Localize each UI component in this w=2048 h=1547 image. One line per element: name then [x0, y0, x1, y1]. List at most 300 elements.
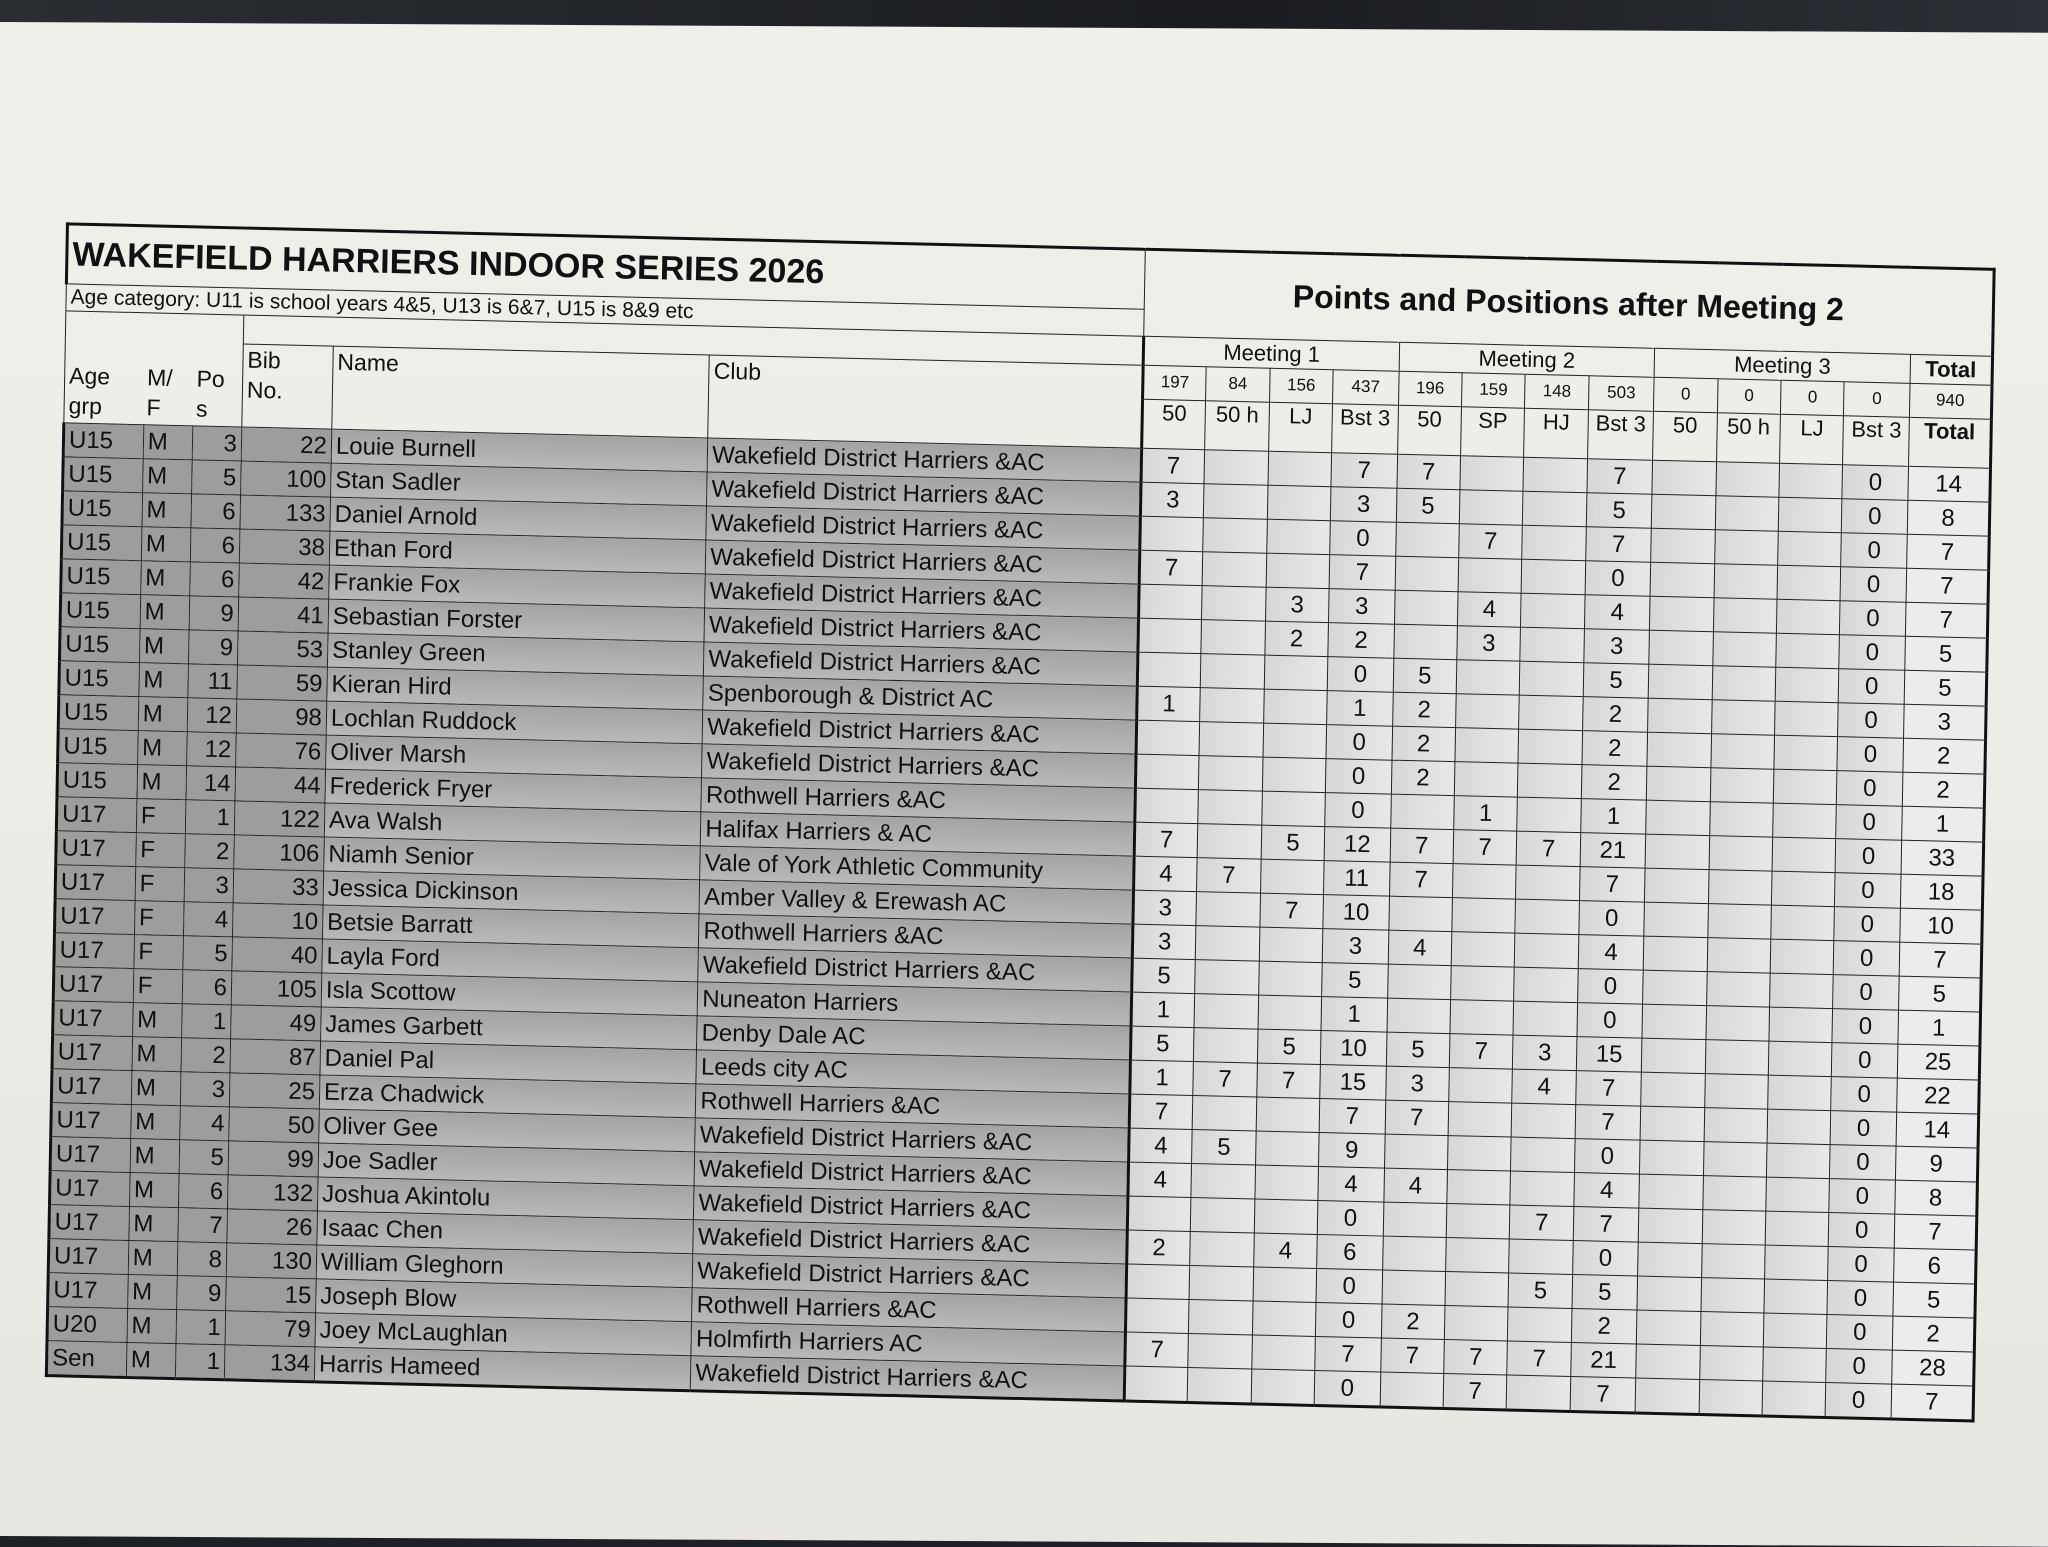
points-cell [1256, 1097, 1320, 1132]
points-cell [1394, 590, 1458, 625]
position-cell: 1 [175, 1344, 225, 1380]
points-cell: 7 [1570, 1376, 1636, 1413]
points-cell [1709, 836, 1773, 871]
points-cell [1643, 936, 1707, 971]
points-cell [1652, 494, 1716, 529]
points-cell [1647, 732, 1711, 767]
points-cell [1188, 1333, 1252, 1368]
points-cell: 0 [1314, 1370, 1380, 1407]
event-header: 50 [1142, 399, 1206, 450]
position-cell: 2 [185, 834, 235, 869]
age-group-cell: U17 [56, 831, 136, 867]
sex-cell: M [132, 1003, 182, 1038]
points-cell [1266, 553, 1330, 588]
points-cell [1767, 1143, 1831, 1178]
sex-cell: M [127, 1274, 177, 1309]
points-cell: 4 [1388, 930, 1452, 965]
points-cell [1775, 701, 1839, 736]
total-cell: 1 [1898, 1010, 1981, 1046]
name-cell: Daniel Pal [320, 1041, 697, 1084]
sex-cell: M [132, 1037, 182, 1072]
points-cell [1199, 722, 1263, 757]
age-group-cell: U15 [60, 593, 140, 629]
points-cell [1640, 1106, 1704, 1141]
bib-cell: 87 [230, 1039, 321, 1075]
name-cell: Sebastian Forster [328, 599, 705, 642]
points-cell: 7 [1576, 1071, 1642, 1107]
points-cell: 5 [1261, 825, 1325, 860]
event-header: Bst 3 [1587, 409, 1653, 460]
points-cell: 7 [1197, 858, 1261, 893]
header-spacer [64, 311, 244, 427]
points-cell [1260, 859, 1324, 894]
points-cell: 7 [1389, 862, 1453, 897]
points-cell [1520, 627, 1584, 662]
points-cell: 7 [1449, 1034, 1513, 1069]
age-group-cell: U17 [55, 865, 135, 901]
points-cell: 7 [1444, 1340, 1508, 1375]
points-cell: 7 [1331, 453, 1397, 489]
points-cell [1452, 898, 1516, 933]
points-cell [1708, 870, 1772, 905]
club-cell: Wakefield District Harriers &AC [704, 642, 1138, 686]
name-cell: Joseph Blow [316, 1279, 693, 1322]
age-group-cell: U17 [53, 967, 133, 1003]
points-cell [1707, 904, 1771, 939]
name-cell: Stanley Green [327, 633, 704, 676]
age-group-cell: U15 [59, 627, 139, 663]
position-cell: 2 [181, 1038, 231, 1073]
bib-cell: 133 [240, 495, 331, 531]
position-cell: 1 [176, 1310, 226, 1345]
total-cell: 5 [1898, 976, 1981, 1012]
age-group-header [64, 360, 143, 424]
points-cell [1202, 586, 1266, 621]
points-cell [1647, 766, 1711, 801]
points-cell: 1 [1321, 997, 1387, 1033]
points-cell [1190, 1232, 1254, 1267]
points-cell [1204, 450, 1268, 485]
sex-cell: M [139, 663, 189, 698]
points-cell: 3 [1133, 890, 1197, 925]
club-cell: Wakefield District Harriers &AC [707, 438, 1141, 482]
bib-cell: 132 [227, 1175, 318, 1211]
points-cell: 7 [1575, 1105, 1641, 1141]
age-header-line1: Age [68, 362, 111, 390]
points-cell: 0 [1835, 873, 1901, 909]
sex-cell: M [131, 1071, 181, 1106]
points-cell: 1 [1581, 799, 1647, 835]
points-cell: 0 [1574, 1139, 1640, 1175]
points-cell [1765, 1211, 1829, 1246]
points-cell [1455, 728, 1519, 763]
total-cell: 25 [1897, 1044, 1980, 1080]
points-cell [1646, 800, 1710, 835]
bib-cell: 76 [235, 733, 326, 769]
pos-header-line2: s [195, 395, 208, 422]
club-cell: Wakefield District Harriers &AC [698, 948, 1132, 992]
club-cell: Wakefield District Harriers &AC [695, 1118, 1129, 1162]
name-cell: Joey McLaughlan [315, 1313, 692, 1356]
points-cell: 0 [1326, 759, 1392, 795]
bib-header-line1: Bib [247, 346, 281, 374]
points-cell [1263, 723, 1327, 758]
name-cell: Ethan Ford [329, 531, 706, 574]
club-cell: Wakefield District Harriers &AC [694, 1186, 1128, 1230]
points-cell [1445, 1272, 1509, 1307]
points-cell: 7 [1125, 1332, 1189, 1367]
age-group-cell: U17 [49, 1171, 129, 1207]
points-cell [1778, 531, 1842, 566]
club-cell: Wakefield District Harriers &AC [693, 1220, 1127, 1264]
points-cell [1701, 1278, 1765, 1313]
points-cell [1384, 1134, 1448, 1169]
points-cell [1267, 485, 1331, 520]
points-cell [1458, 558, 1522, 593]
points-cell [1138, 618, 1202, 653]
bib-cell: 100 [240, 461, 331, 497]
sex-header [142, 362, 193, 425]
points-cell [1521, 559, 1585, 594]
name-cell: Frederick Fryer [325, 769, 702, 812]
age-header-line2: grp [68, 392, 103, 420]
points-cell: 4 [1578, 935, 1644, 971]
bib-cell: 130 [226, 1243, 317, 1279]
entry-count: 84 [1206, 367, 1270, 402]
points-cell: 7 [1573, 1207, 1639, 1243]
points-cell: 0 [1317, 1201, 1383, 1237]
position-cell: 1 [181, 1004, 231, 1039]
points-cell [1459, 490, 1523, 525]
total-cell: 28 [1892, 1350, 1975, 1386]
position-cell: 3 [192, 426, 242, 461]
meeting-2-header: Meeting 2 [1399, 342, 1655, 377]
points-cell [1762, 1381, 1826, 1417]
points-cell: 7 [1453, 830, 1517, 865]
points-cell: 2 [1391, 760, 1455, 795]
points-cell [1639, 1174, 1703, 1209]
points-cell [1770, 973, 1834, 1008]
points-cell: 7 [1129, 1094, 1193, 1129]
sex-cell: M [141, 527, 191, 562]
name-cell: Layla Ford [322, 939, 699, 982]
points-cell: 10 [1323, 895, 1389, 931]
bib-cell: 44 [235, 767, 326, 803]
points-cell [1126, 1264, 1190, 1299]
points-cell: 4 [1318, 1167, 1384, 1203]
points-cell [1772, 837, 1836, 872]
points-cell [1523, 491, 1587, 526]
points-cell [1715, 496, 1779, 531]
points-cell: 7 [1510, 1205, 1574, 1240]
points-cell [1508, 1307, 1572, 1342]
position-cell: 6 [178, 1174, 228, 1209]
club-cell: Rothwell Harriers &AC [701, 778, 1135, 822]
points-cell [1642, 1038, 1706, 1073]
points-cell: 4 [1133, 856, 1197, 891]
position-cell: 12 [187, 698, 237, 733]
club-cell: Nuneaton Harriers [697, 982, 1131, 1026]
points-cell: 7 [1141, 448, 1205, 483]
meeting-1-header: Meeting 1 [1143, 336, 1399, 371]
sex-cell: M [129, 1207, 179, 1242]
points-cell [1650, 562, 1714, 597]
points-cell: 0 [1316, 1302, 1382, 1338]
points-cell [1714, 564, 1778, 599]
event-header: 50 [1397, 405, 1461, 456]
points-cell [1779, 463, 1843, 498]
sex-cell: M [130, 1139, 180, 1174]
points-cell [1517, 797, 1581, 832]
event-header: LJ [1780, 414, 1844, 465]
points-cell: 7 [1390, 828, 1454, 863]
points-cell [1778, 497, 1842, 532]
position-cell: 8 [177, 1242, 227, 1277]
name-cell: Erza Chadwick [319, 1075, 696, 1118]
points-cell [1713, 598, 1777, 633]
points-cell [1710, 768, 1774, 803]
sex-cell: F [135, 833, 185, 868]
entry-count: 437 [1333, 370, 1399, 405]
points-cell [1712, 632, 1776, 667]
age-group-cell: U15 [58, 695, 138, 731]
bib-cell: 49 [231, 1005, 322, 1041]
points-cell [1649, 630, 1713, 665]
club-cell: Wakefield District Harriers &AC [702, 744, 1136, 788]
name-cell: Stan Sadler [330, 463, 707, 506]
sex-header-line2: F [146, 394, 161, 421]
points-cell [1771, 905, 1835, 940]
position-cell: 4 [183, 902, 233, 937]
points-cell [1644, 902, 1708, 937]
points-cell: 1 [1137, 686, 1201, 721]
points-cell [1711, 700, 1775, 735]
points-cell [1767, 1109, 1831, 1144]
points-cell [1189, 1266, 1253, 1301]
age-group-cell: U17 [51, 1069, 131, 1105]
points-cell: 4 [1128, 1162, 1192, 1197]
club-cell: Rothwell Harriers &AC [692, 1288, 1126, 1332]
points-cell [1387, 964, 1451, 999]
points-cell: 7 [1586, 527, 1652, 563]
points-cell [1709, 802, 1773, 837]
points-cell [1456, 694, 1520, 729]
points-cell [1382, 1270, 1446, 1305]
position-cell: 6 [182, 970, 232, 1005]
points-cell: 0 [1838, 703, 1904, 739]
points-cell [1768, 1041, 1832, 1076]
points-cell [1262, 791, 1326, 826]
age-category-note: Age category: U11 is school years 4&5, U13 is 6&7, U15 is 8&9 etc [66, 284, 1144, 336]
sex-cell: F [133, 969, 183, 1004]
points-cell [1264, 655, 1328, 690]
age-group-cell: U15 [59, 661, 139, 697]
sex-cell: M [139, 629, 189, 664]
points-cell [1201, 654, 1265, 689]
points-cell: 3 [1322, 929, 1388, 965]
points-cell: 7 [1397, 454, 1461, 489]
total-cell: 1 [1902, 806, 1985, 842]
points-cell [1266, 519, 1330, 554]
name-cell: Lochlan Ruddock [326, 701, 703, 744]
event-header: HJ [1524, 408, 1588, 459]
entry-count: 0 [1717, 379, 1781, 414]
name-cell: Isla Scottow [321, 973, 698, 1016]
points-cell [1189, 1299, 1253, 1334]
points-cell [1775, 667, 1839, 702]
sex-cell: M [142, 459, 192, 494]
club-cell: Wakefield District Harriers &AC [702, 710, 1136, 754]
points-cell [1712, 666, 1776, 701]
sheet-title: WAKEFIELD HARRIERS INDOOR SERIES 2026 [66, 224, 1145, 309]
points-cell [1136, 720, 1200, 755]
points-cell [1259, 927, 1323, 962]
points-cell [1395, 522, 1459, 557]
points-cell: 15 [1576, 1037, 1642, 1073]
total-cell: 14 [1908, 466, 1991, 502]
points-cell: 2 [1582, 731, 1648, 767]
age-group-cell: U15 [61, 525, 141, 561]
points-cell: 0 [1325, 793, 1391, 829]
points-cell [1446, 1204, 1510, 1239]
bib-cell: 25 [229, 1073, 320, 1109]
sex-cell: M [129, 1173, 179, 1208]
points-cell: 0 [1827, 1315, 1893, 1351]
points-cell [1383, 1202, 1447, 1237]
sex-cell: M [143, 425, 193, 460]
position-cell: 7 [178, 1208, 228, 1243]
points-cell: 1 [1130, 1060, 1194, 1095]
points-cell: 0 [1836, 839, 1902, 875]
points-cell [1255, 1131, 1319, 1166]
points-cell [1446, 1238, 1510, 1273]
points-cell: 3 [1584, 629, 1650, 665]
points-cell: 3 [1140, 482, 1204, 517]
sex-cell: F [136, 799, 186, 834]
age-group-cell: U17 [51, 1103, 131, 1139]
points-cell [1699, 1346, 1763, 1381]
bib-cell: 122 [234, 801, 325, 837]
total-cell: 10 [1900, 908, 1983, 944]
entry-count: 503 [1588, 376, 1654, 411]
club-cell: Wakefield District Harriers &AC [692, 1254, 1126, 1298]
points-cell [1518, 763, 1582, 798]
points-cell: 7 [1517, 831, 1581, 866]
name-cell: Joe Sadler [318, 1143, 695, 1186]
position-cell: 5 [183, 936, 233, 971]
total-cell: 14 [1896, 1112, 1979, 1148]
points-cell: 0 [1831, 1077, 1897, 1113]
total-cell: 9 [1895, 1146, 1978, 1182]
points-cell [1700, 1312, 1764, 1347]
points-cell [1509, 1239, 1573, 1274]
points-cell: 7 [1385, 1100, 1449, 1135]
points-cell [1448, 1102, 1512, 1137]
points-cell [1513, 1001, 1577, 1036]
points-cell [1195, 960, 1259, 995]
points-cell: 5 [1192, 1130, 1256, 1165]
entry-count: 197 [1142, 365, 1206, 400]
bib-header-line2: No. [246, 376, 283, 404]
points-cell [1704, 1108, 1768, 1143]
position-cell: 12 [186, 732, 236, 767]
points-cell: 1 [1131, 992, 1195, 1027]
points-cell [1643, 970, 1707, 1005]
club-cell: Rothwell Harriers &AC [699, 914, 1133, 958]
points-cell [1703, 1142, 1767, 1177]
points-cell [1763, 1313, 1827, 1348]
points-cell [1197, 824, 1261, 859]
points-cell: 0 [1330, 521, 1396, 557]
points-cell: 0 [1832, 1009, 1898, 1045]
points-cell [1444, 1306, 1508, 1341]
points-cell: 3 [1132, 924, 1196, 959]
club-cell: Wakefield District Harriers &AC [691, 1356, 1125, 1401]
name-cell: Ava Walsh [324, 803, 701, 846]
points-cell: 4 [1457, 592, 1521, 627]
points-cell [1515, 933, 1579, 968]
age-group-cell: U17 [54, 933, 134, 969]
points-cell: 2 [1265, 621, 1329, 656]
points-cell: 3 [1329, 589, 1395, 625]
club-cell: Vale of York Athletic Community [700, 846, 1134, 890]
points-cell [1648, 698, 1712, 733]
points-cell [1194, 1028, 1258, 1063]
points-cell [1191, 1198, 1255, 1233]
points-cell [1766, 1177, 1830, 1212]
points-cell: 7 [1587, 459, 1653, 495]
points-cell [1511, 1137, 1575, 1172]
points-cell [1711, 734, 1775, 769]
points-cell [1699, 1380, 1763, 1416]
points-cell [1773, 803, 1837, 838]
total-cell: 22 [1897, 1078, 1980, 1114]
points-cell [1268, 451, 1332, 486]
points-cell: 0 [1836, 805, 1902, 841]
points-cell: 3 [1513, 1035, 1577, 1070]
total-cell: 2 [1903, 738, 1986, 774]
points-cell: 5 [1508, 1273, 1572, 1308]
points-cell: 0 [1842, 465, 1908, 501]
points-cell: 5 [1586, 493, 1652, 529]
total-cell: 2 [1902, 772, 1985, 808]
total-cell: 5 [1893, 1282, 1976, 1318]
points-cell: 0 [1316, 1268, 1382, 1304]
points-cell [1763, 1347, 1827, 1382]
points-cell: 2 [1571, 1309, 1637, 1345]
points-cell [1768, 1075, 1832, 1110]
points-cell [1520, 661, 1584, 696]
event-header: LJ [1268, 402, 1332, 453]
points-cell [1514, 967, 1578, 1002]
points-cell [1393, 624, 1457, 659]
bib-cell: 59 [237, 665, 328, 701]
bib-cell: 15 [226, 1277, 317, 1313]
name-cell: Louie Burnell [331, 429, 708, 472]
points-cell: 3 [1457, 626, 1521, 661]
total-header: Total [1910, 354, 1993, 385]
name-cell: Joshua Akintolu [317, 1177, 694, 1220]
points-cell [1769, 1007, 1833, 1042]
name-cell: Oliver Marsh [325, 735, 702, 778]
entry-count: 0 [1781, 380, 1845, 415]
name-cell: Jessica Dickinson [323, 871, 700, 914]
points-cell: 7 [1507, 1341, 1571, 1376]
points-cell: 1 [1327, 691, 1393, 727]
points-cell: 9 [1319, 1133, 1385, 1169]
points-cell: 21 [1571, 1342, 1637, 1378]
entry-count: 0 [1844, 382, 1910, 417]
